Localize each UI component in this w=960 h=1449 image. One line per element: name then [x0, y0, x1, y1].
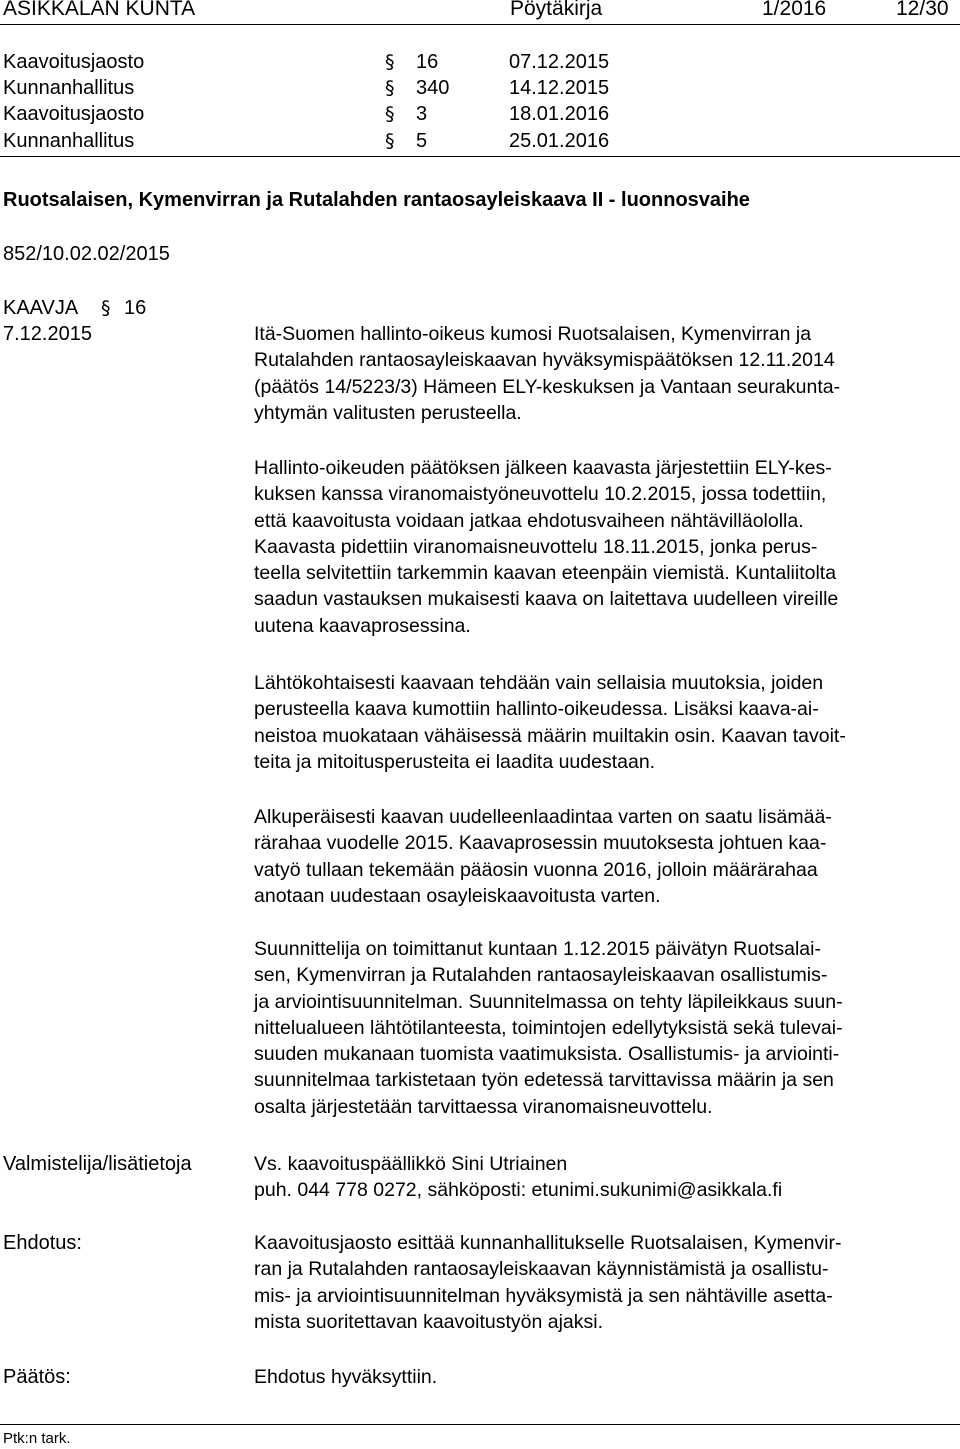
paragraph-line: Kaavoitusjaosto esittää kunnanhallitukselle Ruotsalaisen, Kymenvir-: [254, 1232, 842, 1254]
paragraph-line: ran ja Rutalahden rantaosayleiskaavan käynnistämistä ja osallistu-: [254, 1258, 829, 1281]
paragraph-line: anotaan uudestaan osayleiskaavoitusta varten.: [254, 884, 661, 907]
preparer-contact: puh. 044 778 0272, sähköposti: etunimi.sukunimi@asikkala.fi: [254, 1179, 783, 1202]
header-divider: [0, 24, 960, 25]
svg-text:§: §: [385, 77, 395, 97]
paragraph-line: saadun vastauksen mukaisesti kaava on laitettava uudelleen vireille: [254, 588, 839, 611]
meeting-section: 340: [416, 77, 450, 99]
paragraph-line: Hallinto-oikeuden päätöksen jälkeen kaavasta järjestettiin ELY-kes-: [254, 457, 832, 479]
meeting-date: 18.01.2016: [509, 103, 610, 125]
paragraph-line: teella selvitettiin tarkemmin kaavan eteenpäin viemistä. Kuntaliitolta: [254, 562, 837, 585]
document-number: 1/2016: [762, 0, 827, 20]
proposal-label: Ehdotus:: [3, 1232, 82, 1254]
paragraph-line: ja arviointisuunnitelman. Suunnitelmassa on tehty läpileikkaus suun-: [254, 990, 843, 1013]
preparer-label: Valmistelija/lisätietoja: [3, 1153, 192, 1175]
section-sign-icon: [385, 77, 396, 97]
paragraph-line: Suunnittelija on toimittanut kuntaan 1.12.2015 päivätyn Ruotsalai-: [254, 938, 821, 960]
paragraph-line: vatyö tullaan tekemään pääosin vuonna 2016, jolloin määrärahaa: [254, 858, 818, 881]
prev-handling-section: 16: [124, 297, 147, 319]
svg-text:§: §: [101, 297, 111, 317]
paragraph-line: perusteella kaava kumottiin hallinto-oikeudessa. Lisäksi kaava-ai-: [254, 698, 819, 721]
paragraph-line: Rutalahden rantaosayleiskaavan hyväksymispäätöksen 12.11.2014: [254, 349, 835, 372]
paragraph-line: mis- ja arviointisuunnitelman hyväksymistä ja sen nähtäville asetta-: [254, 1284, 833, 1307]
section-sign-icon: [385, 103, 396, 123]
paragraph-line: Kaavasta pidettiin viranomaisneuvottelu 18.11.2015, jonka perus-: [254, 535, 818, 558]
page-number: 12/30: [896, 0, 949, 20]
body-paragraph: [254, 670, 954, 775]
body-paragraph: [254, 804, 954, 909]
footer-divider: [0, 1424, 960, 1425]
meeting-date: 07.12.2015: [509, 51, 610, 73]
paragraph-line: neistoa muokataan vähäisessä määrin muiltakin osin. Kaavan tavoit-: [254, 724, 846, 747]
meeting-body: Kaavoitusjaosto: [3, 103, 145, 125]
meeting-section: 3: [416, 103, 428, 125]
paragraph-line: (päätös 14/5223/3) Hämeen ELY-keskuksen ja Vantaan seurakunta-: [254, 375, 841, 398]
paragraph-line: kuksen kanssa viranomaistyöneuvottelu 10.2.2015, jossa todettiin,: [254, 483, 827, 506]
paragraph-line: teita ja mitoitusperusteita ei laadita uudestaan.: [254, 750, 656, 773]
decision-value: Ehdotus hyväksyttiin.: [254, 1366, 438, 1388]
section-sign-icon: [385, 51, 396, 71]
paragraph-line: suunnitelmaa tarkistetaan työn edetessä tarvittavissa määrin ja sen: [254, 1069, 834, 1092]
section-sign-icon: [101, 297, 112, 317]
preparer-name: Vs. kaavoituspäällikkö Sini Utriainen: [254, 1153, 568, 1175]
paragraph-line: että kaavoitusta voidaan jatkaa ehdotusvaiheen nähtävilläololla.: [254, 509, 804, 532]
section-sign-icon: [385, 130, 396, 150]
svg-text:§: §: [385, 130, 395, 150]
agenda-title: Ruotsalaisen, Kymenvirran ja Rutalahden rantaosayleiskaava II - luonnosvaihe: [3, 189, 750, 211]
paragraph-line: nittelualueen lähtötilanteesta, toimintojen edellytyksistä sekä tulevai-: [254, 1016, 843, 1039]
paragraph-line: uutena kaavaprosessina.: [254, 614, 471, 637]
paragraph-line: Lähtökohtaisesti kaavaan tehdään vain sellaisia muutoksia, joiden: [254, 672, 824, 694]
svg-text:§: §: [385, 51, 395, 71]
decision-label: Päätös:: [3, 1366, 71, 1388]
preparer-info: [254, 1151, 954, 1204]
prev-handling-date: 7.12.2015: [3, 323, 92, 345]
meeting-body: Kunnanhallitus: [3, 77, 135, 99]
meeting-date: 25.01.2016: [509, 130, 610, 152]
body-paragraph: [254, 936, 954, 1120]
paragraph-line: mista suoritettavan kaavoitustyön ajaksi.: [254, 1310, 604, 1333]
meeting-section: 16: [416, 51, 439, 73]
paragraph-line: rärahaa vuodelle 2015. Kaavaprosessin muutoksesta johtuen kaa-: [254, 832, 827, 855]
document-type: Pöytäkirja: [510, 0, 603, 20]
prev-handling-body: KAAVJA: [3, 297, 79, 319]
paragraph-line: Alkuperäisesti kaavan uudelleenlaadintaa varten on saatu lisämää-: [254, 806, 832, 828]
meetings-divider: [0, 156, 960, 157]
meeting-date: 14.12.2015: [509, 77, 610, 99]
meeting-body: Kunnanhallitus: [3, 130, 135, 152]
body-paragraph: [254, 455, 954, 639]
paragraph-line: osalta järjestetään tarvittaessa viranomaisneuvottelu.: [254, 1095, 713, 1118]
paragraph-line: sen, Kymenvirran ja Rutalahden rantaosayleiskaavan osallistumis-: [254, 964, 828, 987]
decision-text: [254, 1364, 954, 1390]
paragraph-line: suuden mukanaan tuomista vaatimuksista. Osallistumis- ja arviointi-: [254, 1043, 840, 1066]
meeting-body: Kaavoitusjaosto: [3, 51, 145, 73]
municipality-name: ASIKKALAN KUNTA: [3, 0, 196, 20]
paragraph-line: Itä-Suomen hallinto-oikeus kumosi Ruotsalaisen, Kymenvirran ja: [254, 323, 812, 345]
meeting-section: 5: [416, 130, 428, 152]
footer-label: Ptk:n tark.: [3, 1430, 71, 1447]
proposal-text: [254, 1230, 954, 1335]
svg-text:§: §: [385, 103, 395, 123]
file-number: 852/10.02.02/2015: [3, 243, 170, 265]
body-paragraph: [254, 321, 954, 426]
paragraph-line: yhtymän valitusten perusteella.: [254, 401, 522, 424]
